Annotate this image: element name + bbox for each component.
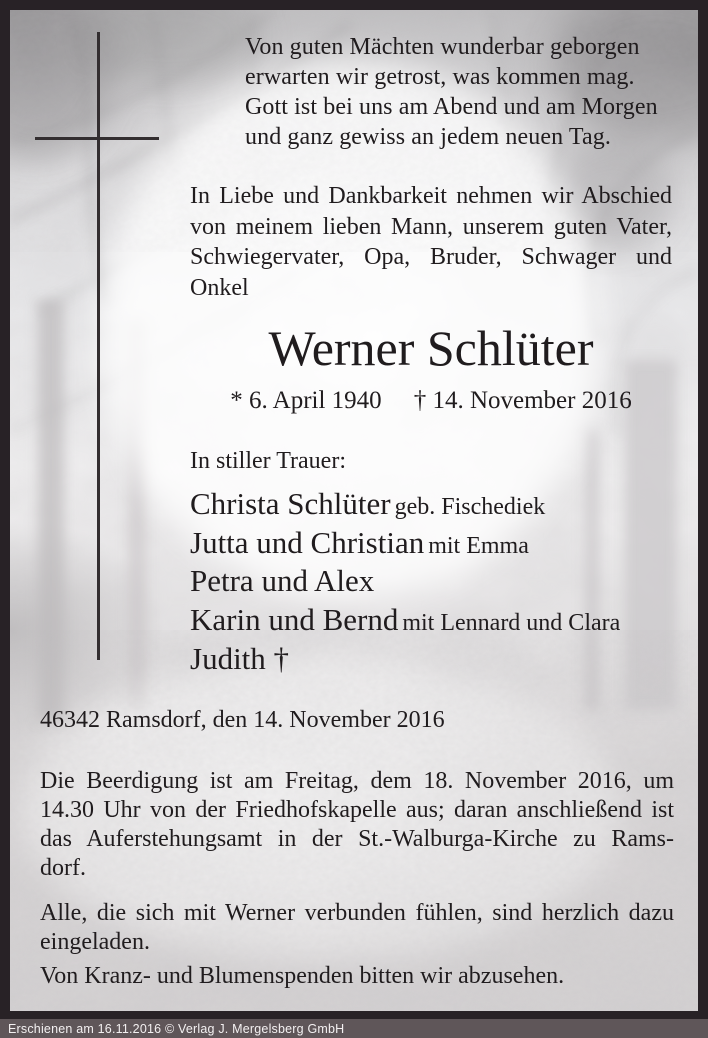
list-item	[190, 486, 690, 525]
mourning-heading: In stiller Trauer:	[190, 448, 346, 474]
flowers-note: Von Kranz- und Blumenspenden bitten wir abzusehen.	[40, 963, 565, 989]
mourners-list	[190, 486, 690, 679]
mourner-name: Jutta und Christian	[190, 524, 425, 560]
verse-line: Gott ist bei uns am Abend und am Morgen	[245, 94, 658, 120]
mourner-detail: mit Lennard und Clara	[402, 610, 621, 637]
mourner-detail: mit Emma	[428, 532, 529, 559]
list-item	[190, 641, 690, 680]
mourner-detail: geb. Fischediek	[394, 494, 546, 520]
list-item	[190, 563, 690, 602]
list-item	[190, 602, 690, 641]
place-date-line: 46342 Ramsdorf, den 14. November 2016	[40, 707, 445, 733]
funeral-line: dorf.	[40, 855, 86, 881]
verse-line: und ganz gewiss an jedem neuen Tag.	[245, 124, 611, 150]
invitation-line: Alle, die sich mit Werner verbunden fühlen, sind herzlich dazu	[40, 900, 674, 926]
mourner-name: Judith †	[190, 640, 290, 676]
verse-line: Von guten Mächten wunderbar geborgen	[245, 34, 640, 60]
funeral-line: 14.30 Uhr von der Friedhofskapelle aus; daran anschließend ist	[40, 797, 674, 823]
cross-horizontal-bar	[35, 137, 159, 140]
publisher-footer-text: Erschienen am 16.11.2016 © Verlag J. Mergelsberg GmbH	[8, 1021, 345, 1036]
life-dates	[190, 387, 672, 415]
funeral-line: Die Beerdigung ist am Freitag, dem 18. November 2016, um	[40, 768, 674, 794]
birth-date: * 6. April 1940	[230, 387, 382, 414]
death-date: † 14. November 2016	[413, 387, 632, 414]
intro-line: Onkel	[190, 274, 249, 301]
intro-paragraph	[190, 181, 672, 303]
obituary-card	[10, 10, 698, 1011]
funeral-line: das Auferstehungsamt in der St.-Walburga-Kirche zu Rams-	[40, 826, 674, 852]
cross-vertical-bar	[97, 32, 100, 660]
intro-line: Schwiegervater, Opa, Bruder, Schwager und	[190, 244, 672, 270]
mourner-name: Petra und Alex	[190, 563, 375, 599]
list-item	[190, 525, 690, 564]
intro-line: von meinem lieben Mann, unserem guten Vater,	[190, 213, 672, 240]
opening-verse	[245, 32, 658, 152]
intro-line: In Liebe und Dankbarkeit nehmen wir Abschied	[190, 183, 672, 209]
mourner-name: Karin und Bernd	[190, 602, 399, 638]
invitation-line: eingeladen.	[40, 929, 150, 955]
mourner-name: Christa Schlüter	[190, 486, 391, 521]
invitation-paragraph	[40, 899, 674, 957]
deceased-name: Werner Schlüter	[268, 320, 594, 376]
verse-line: erwarten wir getrost, was kommen mag.	[245, 64, 635, 90]
funeral-paragraph	[40, 767, 674, 883]
publisher-footer	[0, 1019, 708, 1038]
